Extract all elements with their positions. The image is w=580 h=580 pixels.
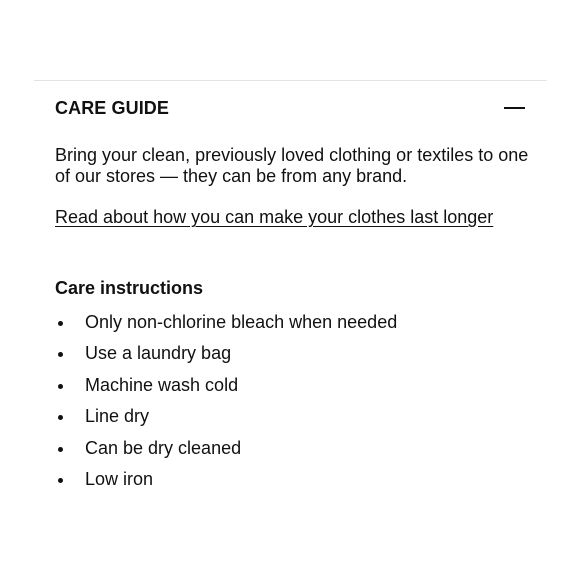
list-item: Use a laundry bag — [55, 338, 397, 369]
bullet-icon — [58, 478, 63, 483]
list-item: Can be dry cleaned — [55, 433, 397, 464]
care-instructions-list — [55, 307, 397, 495]
section-title: CARE GUIDE — [55, 98, 170, 118]
care-instructions-heading: Care instructions — [55, 278, 204, 298]
list-item: Line dry — [55, 401, 397, 432]
bullet-icon — [58, 352, 63, 357]
list-item: Only non-chlorine bleach when needed — [55, 307, 397, 338]
clothes-last-longer-link[interactable]: Read about how you can make your clothes last longer — [55, 207, 494, 227]
care-guide-panel — [34, 80, 547, 489]
list-item: Machine wash cold — [55, 370, 397, 401]
minus-icon[interactable] — [504, 95, 526, 119]
bullet-icon — [58, 415, 63, 420]
bullet-icon — [58, 384, 63, 389]
bullet-icon — [58, 321, 63, 326]
list-item: Low iron — [55, 464, 397, 495]
care-guide-description: Bring your clean, previously loved clothing or textiles to one of our stores — they can be from any brand. — [55, 145, 529, 186]
bullet-icon — [58, 447, 63, 452]
care-guide-header[interactable] — [34, 81, 547, 135]
